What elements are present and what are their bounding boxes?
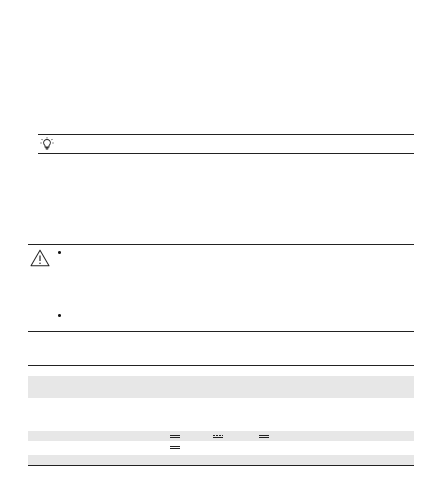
table-header-band — [28, 376, 414, 398]
warning-bullet-1 — [58, 251, 61, 254]
lightbulb-icon — [40, 137, 54, 151]
table-top-rule — [28, 365, 414, 366]
tip-box-bottom-rule — [38, 153, 414, 154]
table-row-1-glyph-3 — [259, 435, 269, 439]
warning-bottom-rule — [28, 331, 414, 332]
warning-top-rule — [28, 244, 414, 245]
table-row-3 — [28, 455, 414, 465]
warning-triangle-icon — [30, 249, 50, 267]
table-row-1-glyph-2 — [213, 435, 223, 439]
table-bottom-rule — [28, 465, 414, 466]
tip-box — [38, 134, 414, 154]
table-row-1-glyph-1 — [170, 435, 180, 439]
table-row-2-glyph-1 — [170, 446, 180, 450]
tip-box-top-rule — [38, 134, 414, 135]
warning-bullet-2 — [58, 314, 61, 317]
